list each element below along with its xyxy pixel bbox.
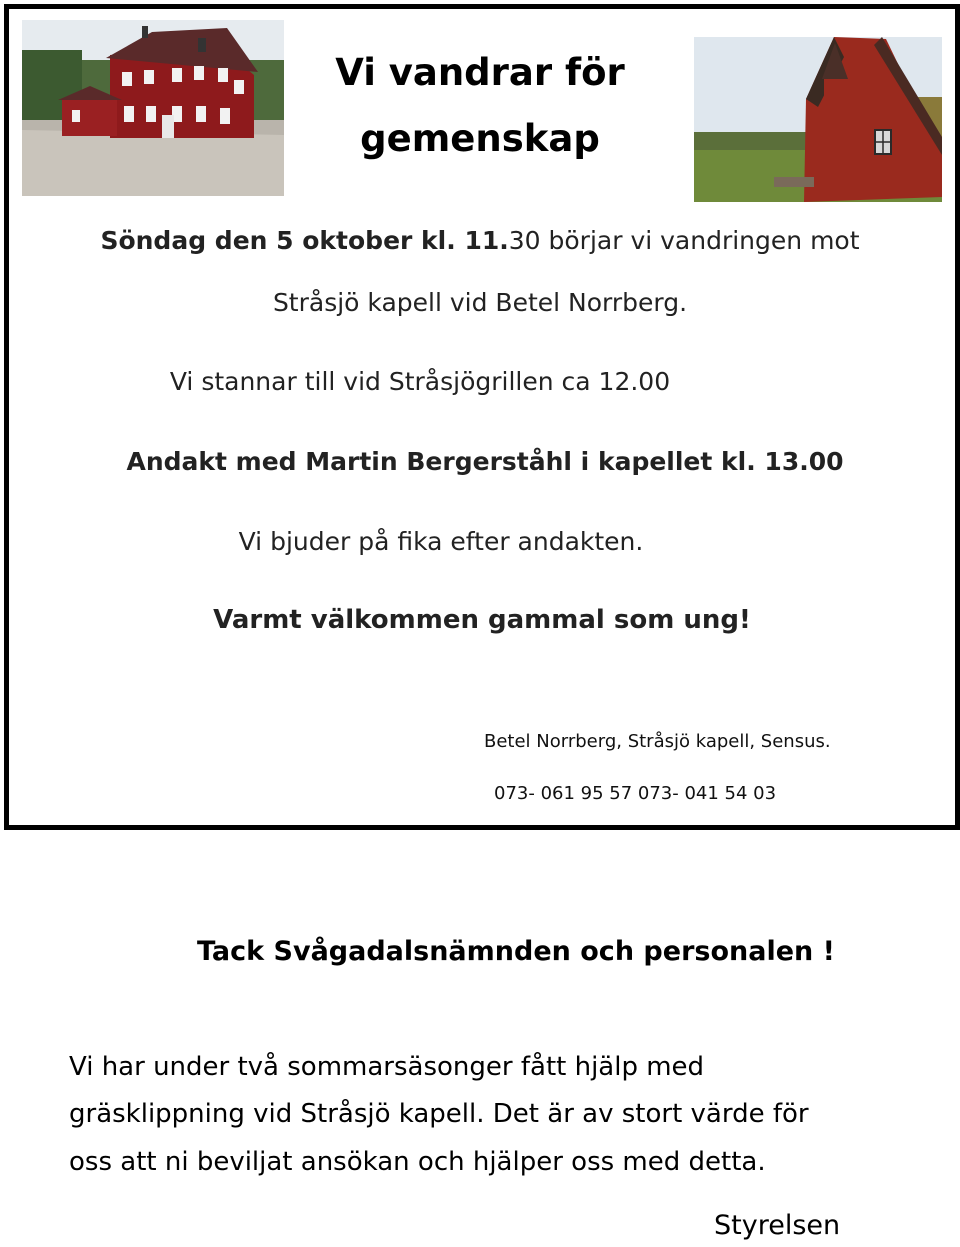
thanks-heading: Tack Svågadalsnämnden och personalen ! [197, 936, 835, 967]
chapel-photo [694, 37, 942, 202]
title-line-2: gemenskap [360, 117, 600, 160]
thanks-paragraph-line-2: gräsklippning vid Stråsjö kapell. Det är av stort värde för [69, 1099, 809, 1129]
thanks-paragraph-line-3: oss att ni beviljat ansökan och hjälper oss med detta. [69, 1147, 766, 1177]
event-coffee-line: Vi bjuder på fika efter andakten. [238, 527, 644, 556]
event-stop-line: Vi stannar till vid Stråsjögrillen ca 12.00 [169, 367, 671, 396]
thanks-paragraph-line-1: Vi har under två sommarsäsonger fått hjälp med [69, 1052, 705, 1082]
title-line-1: Vi vandrar för [335, 51, 625, 94]
event-destination-line: Stråsjö kapell vid Betel Norrberg. [272, 288, 688, 317]
signature: Styrelsen [714, 1210, 841, 1241]
event-devotion-line: Andakt med Martin Bergerståhl i kapellet kl. 13.00 [126, 447, 844, 476]
house-photo [22, 20, 284, 196]
event-date-line [0, 228, 960, 253]
event-date-bold: Söndag den 5 oktober kl. 11. [100, 226, 509, 255]
event-start-text: 30 börjar vi vandringen mot [508, 226, 860, 255]
phone-numbers: 073- 061 95 57 073- 041 54 03 [494, 783, 777, 804]
event-welcome-line: Varmt välkommen gammal som ung! [213, 605, 751, 635]
organizers-text: Betel Norrberg, Stråsjö kapell, Sensus. [484, 731, 831, 752]
